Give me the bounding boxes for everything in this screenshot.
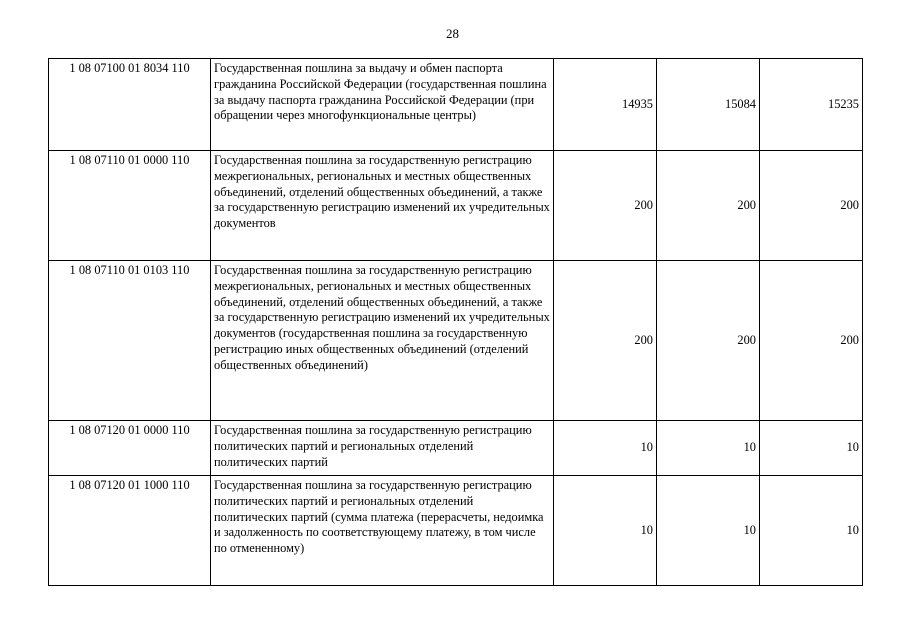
page-number: 28 [446,26,459,41]
description-cell: Государственная пошлина за государственную регистрацию межрегиональных, региональных и местных общественных объединений, отделений общественных объединений, а также за государственную регистрацию изменений их учредительных документов [211,151,554,261]
budget-code-cell: 1 08 07100 01 8034 110 [49,59,211,151]
table-row [49,421,863,476]
value-cell-year-1: 10 [554,421,657,476]
description-cell: Государственная пошлина за государственную регистрацию политических партий и региональных отделений политических партий [211,421,554,476]
value-cell-year-2: 200 [657,261,760,421]
table-row [49,476,863,586]
budget-code-cell: 1 08 07120 01 1000 110 [49,476,211,586]
budget-code-cell: 1 08 07120 01 0000 110 [49,421,211,476]
description-cell: Государственная пошлина за государственную регистрацию политических партий и региональных отделений политических партий (сумма платежа (перерасчеты, недоимка и задолженность по соответствующему платежу, в том числе по отмененному) [211,476,554,586]
revenue-table [48,58,863,586]
table-row [49,59,863,151]
description-cell: Государственная пошлина за государственную регистрацию межрегиональных, региональных и местных общественных объединений, отделений общественных объединений, а также за государственную регистрацию изменений их учредительных документов (государственная пошлина за государственную регистрацию иных общественных объединений (отделений общественных объединений) [211,261,554,421]
value-cell-year-2: 10 [657,476,760,586]
value-cell-year-3: 10 [760,421,863,476]
budget-code-cell: 1 08 07110 01 0103 110 [49,261,211,421]
value-cell-year-3: 10 [760,476,863,586]
value-cell-year-3: 200 [760,261,863,421]
value-cell-year-1: 200 [554,261,657,421]
value-cell-year-1: 14935 [554,59,657,151]
value-cell-year-2: 200 [657,151,760,261]
value-cell-year-2: 10 [657,421,760,476]
budget-code-cell: 1 08 07110 01 0000 110 [49,151,211,261]
table-row [49,261,863,421]
value-cell-year-3: 15235 [760,59,863,151]
description-cell: Государственная пошлина за выдачу и обмен паспорта гражданина Российской Федерации (государственная пошлина за выдачу паспорта гражданина Российской Федерации (при обращении через многофункциональные центры) [211,59,554,151]
table-row [49,151,863,261]
value-cell-year-3: 200 [760,151,863,261]
value-cell-year-1: 10 [554,476,657,586]
value-cell-year-1: 200 [554,151,657,261]
value-cell-year-2: 15084 [657,59,760,151]
